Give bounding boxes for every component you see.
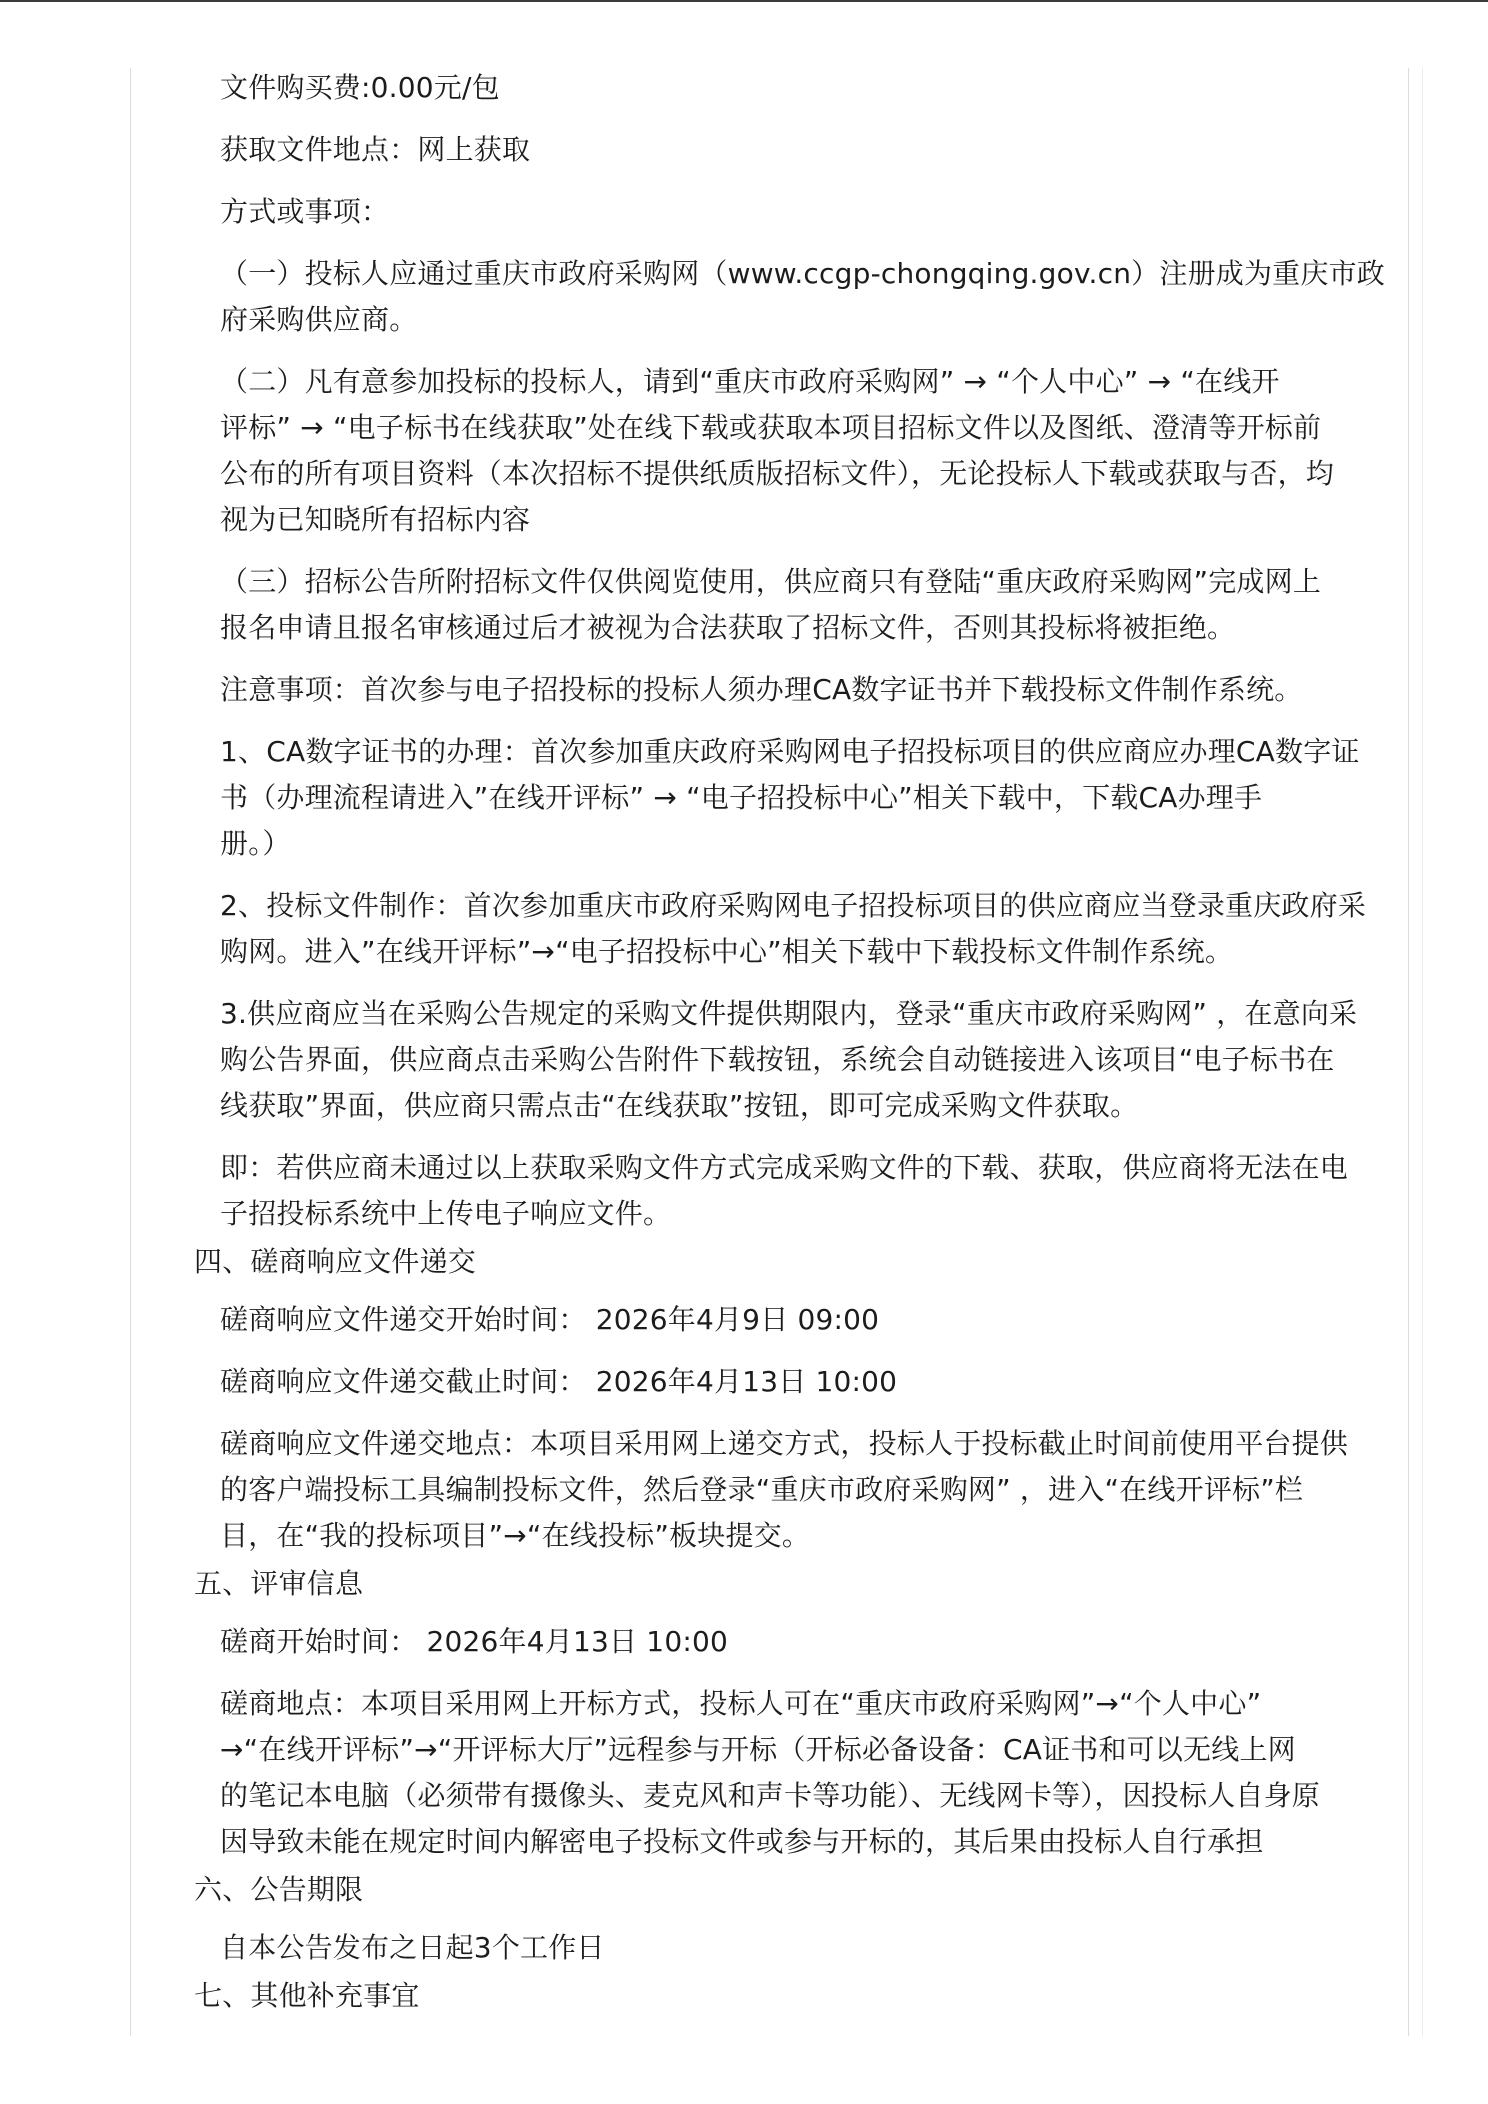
section-heading: 七、其他补充事宜 bbox=[194, 1979, 420, 2012]
body-text-line: 1、CA数字证书的办理：首次参加重庆政府采购网电子招投标项目的供应商应办理CA数字证 bbox=[220, 735, 1360, 768]
body-text-line: 文件购买费:0.00元/包 bbox=[220, 71, 500, 104]
body-text-line: 子招投标系统中上传电子响应文件。 bbox=[220, 1197, 672, 1230]
body-text-line: 磋商响应文件递交地点：本项目采用网上递交方式，投标人于投标截止时间前使用平台提供 bbox=[220, 1427, 1349, 1460]
section-heading: 五、评审信息 bbox=[194, 1567, 364, 1600]
body-text-line: 购公告界面，供应商点击采购公告附件下载按钮，系统会自动链接进入该项目“电子标书在 bbox=[220, 1043, 1335, 1076]
body-text-line: 评标” → “电子标书在线获取”处在线下载或获取本项目招标文件以及图纸、澄清等开标前 bbox=[220, 411, 1322, 444]
body-text-line: （一）投标人应通过重庆市政府采购网（www.ccgp-chongqing.gov.cn）注册成为重庆市政 bbox=[220, 257, 1385, 290]
body-text-line: 书（办理流程请进入”在线开评标” → “电子招投标中心”相关下载中，下载CA办理手 bbox=[220, 781, 1263, 814]
body-text-line: 线获取”界面，供应商只需点击“在线获取”按钮，即可完成采购文件获取。 bbox=[220, 1089, 1139, 1122]
body-text-line: 的笔记本电脑（必须带有摄像头、麦克风和声卡等功能）、无线网卡等），因投标人自身原 bbox=[220, 1779, 1321, 1812]
body-text-line: （三）招标公告所附招标文件仅供阅览使用，供应商只有登陆“重庆政府采购网”完成网上 bbox=[220, 565, 1322, 598]
body-text-line: 购网。进入”在线开评标”→“电子招投标中心”相关下载中下载投标文件制作系统。 bbox=[220, 935, 1234, 968]
section-heading: 四、磋商响应文件递交 bbox=[194, 1245, 477, 1278]
body-text-line: 因导致未能在规定时间内解密电子投标文件或参与开标的，其后果由投标人自行承担 bbox=[220, 1825, 1264, 1858]
body-text-line: 府采购供应商。 bbox=[220, 303, 418, 336]
body-text-line: 的客户端投标工具编制投标文件，然后登录“重庆市政府采购网” ，进入“在线开评标”栏 bbox=[220, 1473, 1304, 1506]
body-text-line: 视为已知晓所有招标内容 bbox=[220, 503, 531, 536]
body-text-line: 磋商响应文件递交截止时间： 2026年4月13日 10:00 bbox=[220, 1365, 898, 1398]
body-text-line: 方式或事项： bbox=[220, 195, 390, 228]
body-text-line: →“在线开评标”→“开评标大厅”远程参与开标（开标必备设备：CA证书和可以无线上网 bbox=[220, 1733, 1296, 1766]
body-text-line: 报名申请且报名审核通过后才被视为合法获取了招标文件，否则其投标将被拒绝。 bbox=[220, 611, 1236, 644]
body-text-line: 磋商地点：本项目采用网上开标方式，投标人可在“重庆市政府采购网”→“个人中心” bbox=[220, 1687, 1262, 1720]
body-text-line: 册。） bbox=[220, 827, 291, 860]
body-text-line: 目，在“我的投标项目”→“在线投标”板块提交。 bbox=[220, 1519, 811, 1552]
body-text-line: 2、投标文件制作：首次参加重庆市政府采购网电子招投标项目的供应商应当登录重庆政府采 bbox=[220, 889, 1367, 922]
body-text-line: 磋商响应文件递交开始时间： 2026年4月9日 09:00 bbox=[220, 1303, 880, 1336]
left-margin-rule bbox=[130, 68, 131, 2036]
body-text-line: 公布的所有项目资料（本次招标不提供纸质版招标文件），无论投标人下载或获取与否，均 bbox=[220, 457, 1335, 490]
body-text-line: 注意事项：首次参与电子招投标的投标人须办理CA数字证书并下载投标文件制作系统。 bbox=[220, 673, 1303, 706]
section-heading: 六、公告期限 bbox=[194, 1873, 364, 1906]
body-text-line: 即：若供应商未通过以上获取采购文件方式完成采购文件的下载、获取，供应商将无法在电 bbox=[220, 1151, 1349, 1184]
document-body bbox=[150, 70, 1422, 2030]
body-text-line: 自本公告发布之日起3个工作日 bbox=[220, 1931, 605, 1964]
right-edge-rule bbox=[1422, 68, 1423, 2036]
body-text-line: 3.供应商应当在采购公告规定的采购文件提供期限内，登录“重庆市政府采购网” ，在意向采 bbox=[220, 997, 1358, 1030]
body-text-line: 磋商开始时间： 2026年4月13日 10:00 bbox=[220, 1625, 728, 1658]
body-text-line: 获取文件地点：网上获取 bbox=[220, 133, 531, 166]
body-text-line: （二）凡有意参加投标的投标人，请到“重庆市政府采购网” → “个人中心” → “在线开 bbox=[220, 365, 1280, 398]
